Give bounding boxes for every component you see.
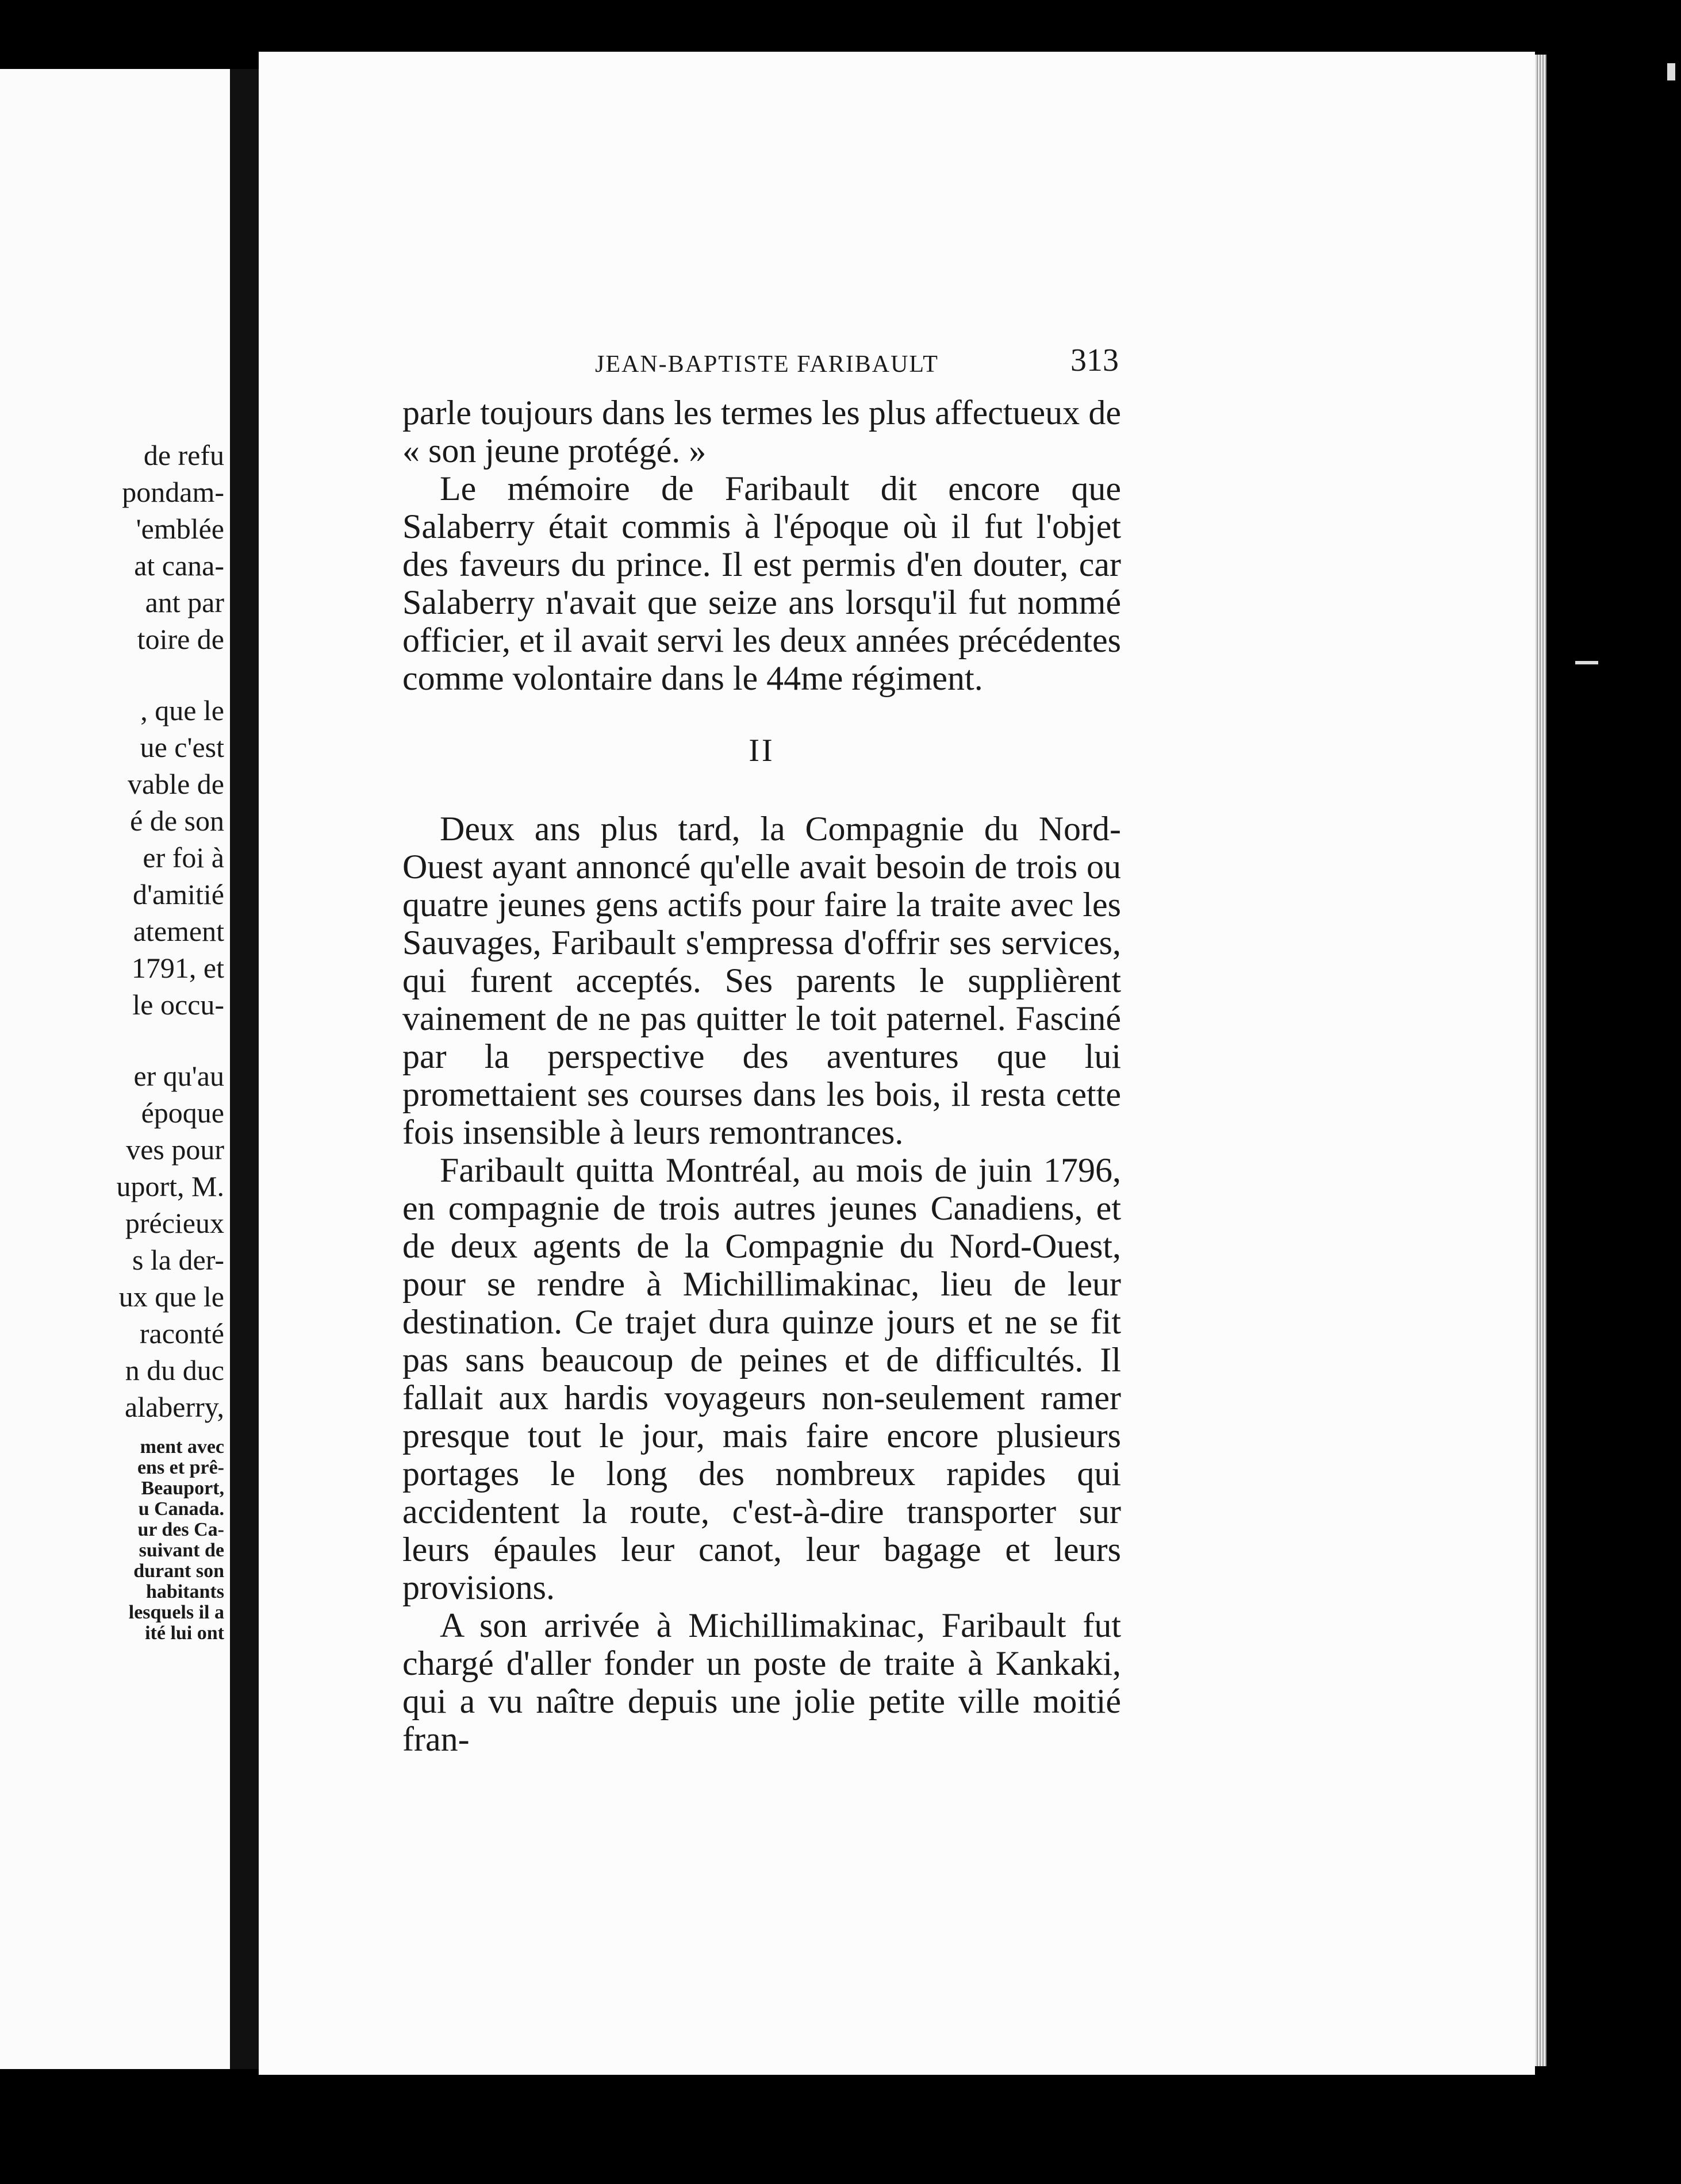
left-page-line: précieux bbox=[125, 1207, 224, 1239]
left-page-line: ux que le bbox=[118, 1281, 224, 1313]
left-page-footnote-line: lesquels il a bbox=[128, 1602, 224, 1623]
left-page-footnote-line: ment avec bbox=[140, 1436, 224, 1458]
paragraph: Deux ans plus tard, la Compagnie du Nord-Ouest ayant annoncé qu'elle avait besoin de trois ou quatre jeunes gens actifs pour faire la traite avec les Sauvages, Faribault s'empressa d'offrir ses services, qui furent acceptés. Ses parents le supplièrent vainement de ne pas quitter le toit paternel. Fasciné par la perspective des aventures que lui promettaient ses courses dans les bois, il resta cette fois insensible à leurs remontrances. bbox=[402, 810, 1121, 1151]
left-page-footnote-line: ens et prê- bbox=[137, 1457, 224, 1478]
edge-mark bbox=[1575, 661, 1598, 664]
left-page-line: raconté bbox=[139, 1317, 224, 1349]
left-page-line: 1791, et bbox=[131, 952, 224, 984]
left-page-footnote-line: suivant de bbox=[139, 1540, 224, 1561]
left-page-footnote-line: u Canada. bbox=[138, 1498, 224, 1520]
left-page-line: le occu- bbox=[132, 989, 224, 1021]
left-page-line: uport, M. bbox=[116, 1170, 224, 1202]
left-page-footnote-line: ur des Ca- bbox=[137, 1519, 224, 1540]
left-page-footnote-line: Beauport, bbox=[141, 1478, 224, 1499]
left-page-line: atement bbox=[133, 915, 224, 947]
running-head: JEAN-BAPTISTE FARIBAULT bbox=[595, 351, 939, 378]
left-page-line: de refu bbox=[143, 439, 224, 471]
left-page-line: ves pour bbox=[126, 1133, 224, 1166]
left-page-line: alaberry, bbox=[124, 1391, 224, 1423]
left-page-line: , que le bbox=[140, 694, 224, 726]
left-page-footnote-line: habitants bbox=[145, 1581, 224, 1602]
left-page-line: d'amitié bbox=[133, 878, 224, 910]
left-page-line: époque bbox=[141, 1097, 224, 1129]
left-page-line: 'emblée bbox=[136, 513, 224, 545]
left-page-line: ant par bbox=[145, 586, 224, 618]
left-page-line: er foi à bbox=[143, 841, 224, 874]
paragraph: Le mémoire de Faribault dit encore que Salaberry était commis à l'époque où il fut l'objet des faveurs du prince. Il est permis d'en douter, car Salaberry n'avait que seize ans lorsqu'il fut nommé officier, et il avait servi les deux années précédentes comme volontaire dans le 44me régiment. bbox=[402, 470, 1121, 697]
left-page-line: pondam- bbox=[122, 476, 224, 508]
left-page-footnote-line: durant son bbox=[133, 1560, 224, 1582]
paragraph: Faribault quitta Montréal, au mois de juin 1796, en compagnie de trois autres jeunes Canadiens, et de deux agents de la Compagnie du Nord-Ouest, pour se rendre à Michillimakinac, lieu de leur destination. Ce trajet dura quinze jours et ne se fit pas sans beaucoup de peines et de difficultés. Il fallait aux hardis voyageurs non-seulement ramer presque tout le jour, mais faire encore plusieurs portages le long des nombreux rapides qui accidentent la route, c'est-à-dire transporter sur leurs épaules leur canot, leur bagage et leurs provisions. bbox=[402, 1151, 1121, 1606]
left-page-line: n du duc bbox=[125, 1354, 224, 1386]
left-page-line: at cana- bbox=[134, 549, 224, 582]
paragraph: A son arrivée à Michillimakinac, Faribault fut chargé d'aller fonder un poste de traite à Kankaki, qui a vu naître depuis une jolie petite ville moitié fran- bbox=[402, 1606, 1121, 1758]
left-page-footnote-line: ité lui ont bbox=[145, 1622, 224, 1644]
edge-mark bbox=[1667, 63, 1675, 80]
left-page-line: ue c'est bbox=[140, 731, 224, 763]
left-page bbox=[0, 69, 230, 2069]
page-number: 313 bbox=[1070, 343, 1119, 378]
left-page-line: vable de bbox=[128, 768, 224, 800]
book-gutter bbox=[230, 69, 259, 2069]
section-heading: II bbox=[749, 733, 775, 768]
left-page-line: é de son bbox=[130, 805, 224, 837]
left-page-line: er qu'au bbox=[133, 1060, 224, 1092]
left-page-line: s la der- bbox=[132, 1244, 224, 1276]
body-text bbox=[402, 394, 1121, 1758]
left-page-line: toire de bbox=[137, 623, 224, 655]
paragraph: parle toujours dans les termes les plus affectueux de « son jeune protégé. » bbox=[402, 394, 1121, 470]
page-edges bbox=[1535, 55, 1546, 2066]
